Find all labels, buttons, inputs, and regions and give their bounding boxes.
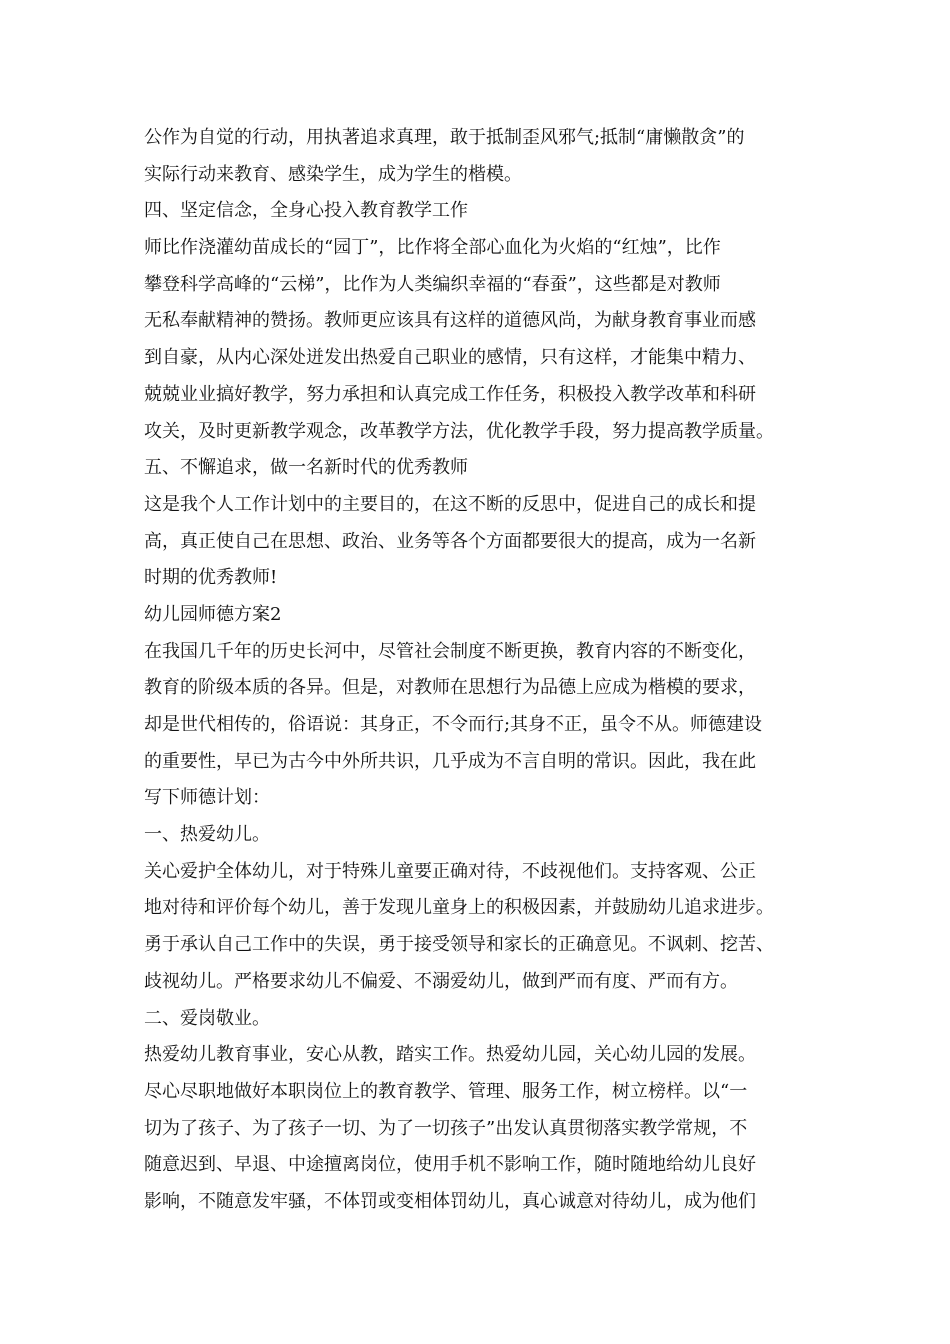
text-line: 写下师德计划： bbox=[144, 787, 270, 809]
text-line: 到自豪，从内心深处迸发出热爱自己职业的感情，只有这样，才能集中精力、 bbox=[144, 347, 756, 369]
text-line: 热爱幼儿教育事业，安心从教，踏实工作。热爱幼儿园，关心幼儿园的发展。 bbox=[144, 1044, 756, 1066]
text-line: 却是世代相传的，俗语说：其身正，不令而行;其身不正，虽令不从。师德建设 bbox=[144, 714, 763, 735]
text-line: 教育的阶级本质的各异。但是，对教师在思想行为品德上应成为楷模的要求， bbox=[144, 677, 756, 699]
section-heading: 二、爱岗敬业。 bbox=[144, 1007, 270, 1029]
text-line: 这是我个人工作计划中的主要目的，在这不断的反思中，促进自己的成长和提 bbox=[144, 493, 756, 515]
text-line: 关心爱护全体幼儿，对于特殊儿童要正确对待，不歧视他们。支持客观、公正 bbox=[144, 860, 756, 882]
text-line: 时期的优秀教师! bbox=[144, 567, 278, 589]
text-line: 歧视幼儿。严格要求幼儿不偏爱、不溺爱幼儿，做到严而有度、严而有方。 bbox=[144, 970, 738, 992]
text-line: 师比作浇灌幼苗成长的“园丁”，比作将全部心血化为火焰的“红烛”，比作 bbox=[144, 237, 721, 259]
section-heading: 一、热爱幼儿。 bbox=[144, 824, 270, 846]
text-line: 随意迟到、早退、中途擅离岗位，使用手机不影响工作，随时随地给幼儿良好 bbox=[144, 1154, 756, 1176]
text-line: 在我国几千年的历史长河中，尽管社会制度不断更换，教育内容的不断变化， bbox=[144, 640, 756, 662]
text-line: 切为了孩子、为了孩子一切、为了一切孩子”出发认真贯彻落实教学常规，不 bbox=[144, 1117, 748, 1139]
text-line: 无私奉献精神的赞扬。教师更应该具有这样的道德风尚，为献身教育事业而感 bbox=[144, 310, 756, 332]
text-line: 兢兢业业搞好教学，努力承担和认真完成工作任务，积极投入教学改革和科研 bbox=[144, 383, 756, 405]
text-line: 攻关，及时更新教学观念，改革教学方法，优化教学手段，努力提高教学质量。 bbox=[144, 420, 774, 442]
text-line: 影响，不随意发牢骚，不体罚或变相体罚幼儿，真心诚意对待幼儿，成为他们 bbox=[144, 1190, 756, 1212]
text-line: 攀登科学高峰的“云梯”，比作为人类编织幸福的“春蚕”，这些都是对教师 bbox=[144, 273, 721, 295]
text-line: 的重要性，早已为古今中外所共识，几乎成为不言自明的常识。因此，我在此 bbox=[144, 750, 756, 772]
text-line: 公作为自觉的行动，用执著追求真理，敢于抵制歪风邪气;抵制“庸懒散贪”的 bbox=[144, 127, 745, 148]
document-body bbox=[144, 120, 824, 1221]
text-line: 勇于承认自己工作中的失误，勇于接受领导和家长的正确意见。不讽刺、挖苦、 bbox=[144, 934, 774, 956]
document-title: 幼儿园师德方案2 bbox=[144, 603, 282, 625]
section-heading: 四、坚定信念，全身心投入教育教学工作 bbox=[144, 200, 468, 222]
text-line: 实际行动来教育、感染学生，成为学生的楷模。 bbox=[144, 163, 522, 185]
text-line: 尽心尽职地做好本职岗位上的教育教学、管理、服务工作，树立榜样。以“一 bbox=[144, 1080, 748, 1102]
text-line: 高，真正使自己在思想、政治、业务等各个方面都要很大的提高，成为一名新 bbox=[144, 530, 756, 552]
section-heading: 五、不懈追求，做一名新时代的优秀教师 bbox=[144, 457, 468, 479]
text-line: 地对待和评价每个幼儿，善于发现儿童身上的积极因素，并鼓励幼儿追求进步。 bbox=[144, 897, 774, 919]
